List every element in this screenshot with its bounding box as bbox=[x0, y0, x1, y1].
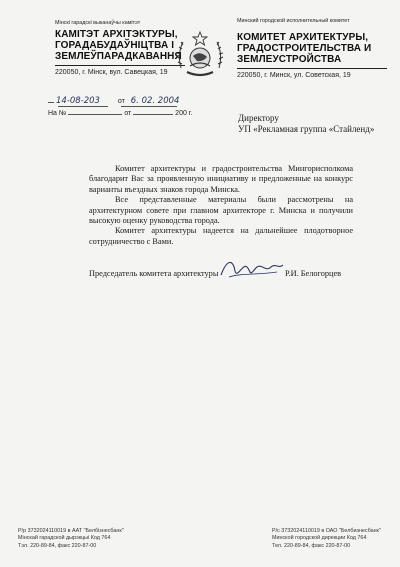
body-paragraph: Комитет архитектуры и градостроительства Мингорисполкома благодарит Вас за проявленную инициативу и предложенные на конкурс варианты въездных знаков города Минска. bbox=[89, 164, 353, 194]
letterhead-left-title bbox=[55, 29, 185, 62]
letterhead-right-title-line: КОМИТЕТ АРХИТЕКТУРЫ, bbox=[237, 32, 369, 43]
footer-line: Р/с 3732024110019 в ОАО "Белбизнесбанк" bbox=[272, 528, 381, 534]
reference-row bbox=[48, 110, 192, 117]
footer-left bbox=[18, 528, 124, 550]
body-paragraph: Комитет архитектуры надеется на дальнейшее плодотворное сотрудничество с Вами. bbox=[89, 226, 353, 246]
body-paragraph: Все представленные материалы были рассмотрены на архитектурном совете при главном архитекторе г. Минска и получили высокую оценку руководства города. bbox=[89, 195, 353, 226]
footer-line: Р/р 3732024110019 в ААТ "Белбізнесбанк" bbox=[18, 528, 124, 534]
reference-year-suffix: 200 г. bbox=[175, 110, 193, 117]
letterhead-right-title bbox=[237, 32, 387, 65]
registration-date: 6. 02. 2004 bbox=[130, 96, 180, 106]
coat-of-arms-emblem bbox=[173, 28, 227, 82]
letterhead-right-rule bbox=[237, 68, 387, 69]
footer-line: Тел. 220-89-84, факс 220-87-00 bbox=[272, 542, 351, 549]
registration-row bbox=[48, 96, 179, 106]
reference-from-label: от bbox=[124, 110, 132, 117]
letterhead-left-rule bbox=[55, 65, 185, 66]
signatory-name: Р.И. Белогорцев bbox=[285, 269, 342, 278]
addressee-block bbox=[238, 113, 374, 135]
registration-number-underline bbox=[58, 106, 108, 107]
letterhead-right-org: Минский городской исполнительный комитет bbox=[237, 18, 350, 24]
handwritten-signature bbox=[217, 255, 287, 281]
letterhead-right bbox=[237, 18, 387, 80]
footer-right bbox=[272, 528, 381, 550]
letterhead-left-title-line: КАМІТЭТ АРХІТЭКТУРЫ, bbox=[55, 29, 178, 40]
letterhead-left-title-line: ГОРАДАБУДАЎНІЦТВА І bbox=[55, 40, 175, 51]
letter-body bbox=[89, 164, 353, 247]
signatory-position: Председатель комитета архитектуры bbox=[89, 269, 219, 278]
addressee-line: УП «Рекламная группа «Стайленд» bbox=[238, 124, 375, 134]
letterhead-right-title-line: ЗЕМЛЕУСТРОЙСТВА bbox=[237, 54, 342, 65]
letterhead-right-title-line: ГРАДОСТРОИТЕЛЬСТВА И bbox=[237, 43, 372, 54]
letterhead-left-title-line: ЗЕМЛЕЎПАРАДКАВАННЯ bbox=[55, 51, 182, 62]
reference-prefix: На № bbox=[48, 110, 67, 117]
addressee-line: Директору bbox=[238, 113, 279, 123]
footer-line: Минской городской дирекции Код 764 bbox=[272, 535, 367, 542]
registration-number: 14-08-203 bbox=[55, 96, 100, 106]
letterhead-left bbox=[55, 20, 185, 77]
footer-line: Мінскай гарадской дырэкцыі Код 764 bbox=[18, 535, 111, 542]
registration-date-underline bbox=[121, 106, 177, 107]
letterhead-right-address: 220050, г. Минск, ул. Советская, 19 bbox=[237, 72, 351, 79]
letterhead-left-org: Мінскі гарадскі выканаўчы камітэт bbox=[55, 20, 141, 26]
footer-line: Тэл. 220-89-84, факс 220-87-00 bbox=[18, 542, 97, 549]
registration-from-label: от bbox=[117, 98, 125, 105]
letterhead-left-address: 220050, г. Мінск, вул. Савецкая, 19 bbox=[55, 69, 168, 76]
